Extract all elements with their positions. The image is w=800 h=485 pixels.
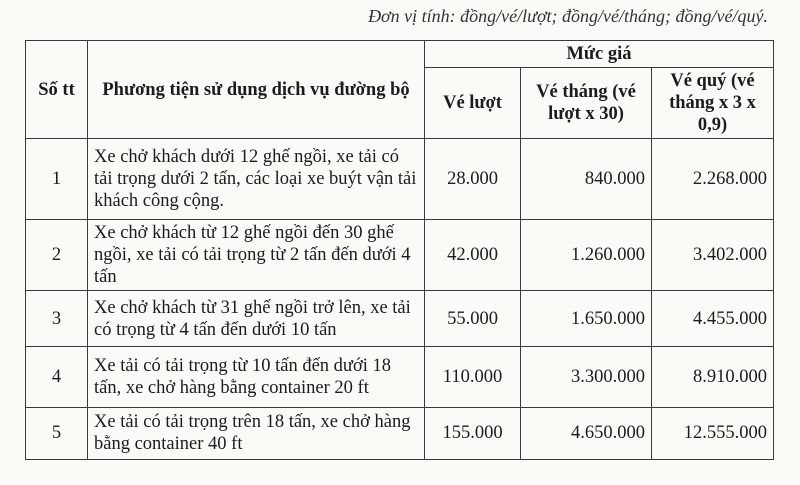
header-per-trip: Vé lượt <box>425 68 521 139</box>
cell-vehicle: Xe chở khách từ 12 ghế ngồi đến 30 ghế ngồi, xe tải có tải trọng từ 2 tấn đến dưới 4 tấn <box>88 219 425 290</box>
cell-per-trip: 55.000 <box>425 290 521 346</box>
table-row <box>26 407 774 459</box>
header-quarterly: Vé quý (vé tháng x 3 x 0,9) <box>652 68 774 139</box>
cell-quarterly: 4.455.000 <box>652 290 774 346</box>
header-monthly: Vé tháng (vé lượt x 30) <box>521 68 652 139</box>
unit-note: Đơn vị tính: đồng/vé/lượt; đồng/vé/tháng; đồng/vé/quý. <box>368 6 768 26</box>
cell-stt: 4 <box>26 347 88 407</box>
header-row-top <box>26 41 774 68</box>
cell-monthly: 840.000 <box>521 139 652 220</box>
cell-per-trip: 28.000 <box>425 139 521 220</box>
header-stt: Số tt <box>26 41 88 139</box>
table-row <box>26 219 774 290</box>
cell-quarterly: 8.910.000 <box>652 347 774 407</box>
cell-vehicle: Xe chở khách từ 31 ghế ngồi trở lên, xe tải có trọng từ 4 tấn đến dưới 10 tấn <box>88 290 425 346</box>
cell-quarterly: 2.268.000 <box>652 139 774 220</box>
table-row <box>26 290 774 346</box>
header-vehicle: Phương tiện sử dụng dịch vụ đường bộ <box>88 41 425 139</box>
cell-stt: 1 <box>26 139 88 220</box>
cell-quarterly: 12.555.000 <box>652 407 774 459</box>
header-price-group: Mức giá <box>425 41 774 68</box>
table-row <box>26 139 774 220</box>
cell-vehicle: Xe chở khách dưới 12 ghế ngồi, xe tải có tải trọng dưới 2 tấn, các loại xe buýt vận tải khách công cộng. <box>88 139 425 220</box>
cell-per-trip: 155.000 <box>425 407 521 459</box>
table-row <box>26 347 774 407</box>
cell-monthly: 1.650.000 <box>521 290 652 346</box>
cell-monthly: 4.650.000 <box>521 407 652 459</box>
cell-vehicle: Xe tải có tải trọng trên 18 tấn, xe chở hàng bằng container 40 ft <box>88 407 425 459</box>
cell-per-trip: 110.000 <box>425 347 521 407</box>
cell-stt: 2 <box>26 219 88 290</box>
cell-per-trip: 42.000 <box>425 219 521 290</box>
cell-stt: 5 <box>26 407 88 459</box>
cell-vehicle: Xe tải có tải trọng từ 10 tấn đến dưới 18 tấn, xe chở hàng bằng container 20 ft <box>88 347 425 407</box>
cell-stt: 3 <box>26 290 88 346</box>
cell-monthly: 1.260.000 <box>521 219 652 290</box>
cell-quarterly: 3.402.000 <box>652 219 774 290</box>
fee-table <box>25 40 774 460</box>
cell-monthly: 3.300.000 <box>521 347 652 407</box>
